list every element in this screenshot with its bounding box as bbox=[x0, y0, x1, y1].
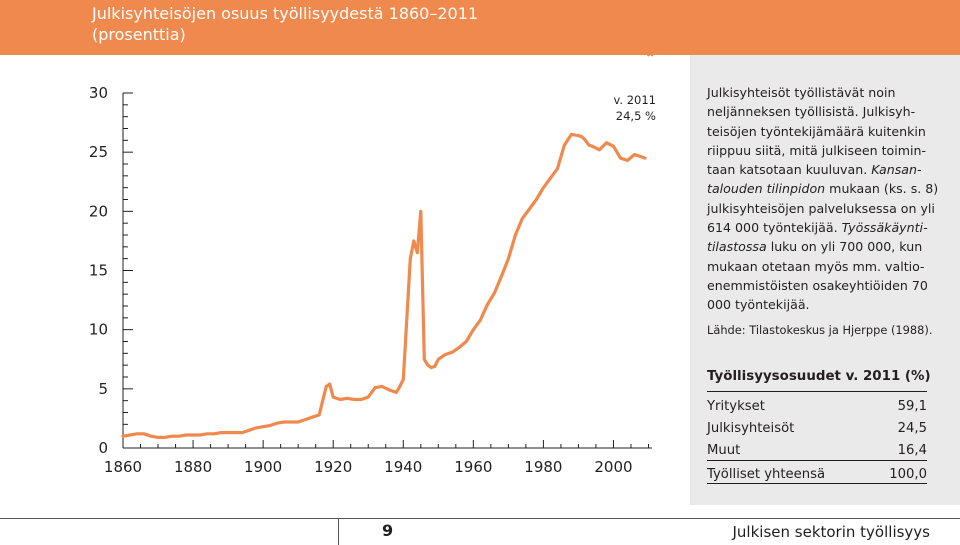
data-point bbox=[486, 303, 489, 306]
header-bar bbox=[0, 0, 960, 55]
employment-share-table bbox=[707, 396, 927, 486]
data-point bbox=[647, 55, 650, 56]
data-point bbox=[129, 434, 132, 437]
data-point bbox=[328, 383, 331, 386]
y-tick-label: 25 bbox=[88, 143, 108, 162]
footer-rule bbox=[0, 518, 960, 519]
x-tick-label: 1900 bbox=[244, 458, 283, 476]
data-point bbox=[437, 358, 440, 361]
paragraph-italic-1: Kansantalouden tilinpidon bbox=[707, 162, 922, 197]
data-point bbox=[612, 145, 615, 148]
data-point bbox=[423, 358, 426, 361]
data-point bbox=[206, 432, 209, 435]
data-point bbox=[570, 133, 573, 136]
data-point bbox=[297, 421, 300, 424]
row-label: Julkisyhteisöt bbox=[707, 421, 795, 436]
data-point bbox=[430, 366, 433, 369]
data-point bbox=[626, 159, 629, 162]
data-point bbox=[234, 431, 237, 434]
data-point bbox=[640, 156, 643, 159]
y-tick-label: 10 bbox=[88, 320, 108, 339]
y-tick-label: 0 bbox=[98, 439, 108, 457]
data-point bbox=[164, 436, 167, 439]
x-tick-label: 1960 bbox=[454, 458, 493, 476]
data-point bbox=[374, 386, 377, 389]
data-point bbox=[220, 431, 223, 434]
data-point bbox=[528, 208, 531, 211]
data-point bbox=[409, 257, 412, 260]
data-point bbox=[451, 351, 454, 354]
x-tick-label: 1860 bbox=[103, 458, 143, 476]
y-tick-label: 30 bbox=[88, 84, 108, 102]
data-point bbox=[388, 389, 391, 392]
series-line bbox=[123, 134, 645, 437]
data-point bbox=[213, 432, 216, 435]
y-tick-label: 5 bbox=[98, 379, 108, 398]
table-row bbox=[707, 396, 927, 418]
data-point bbox=[318, 413, 321, 416]
data-point bbox=[304, 418, 307, 421]
data-point bbox=[598, 148, 601, 151]
data-point bbox=[367, 396, 370, 399]
x-axis bbox=[104, 440, 652, 476]
data-point bbox=[605, 141, 608, 144]
data-point bbox=[581, 135, 584, 138]
data-point bbox=[465, 340, 468, 343]
data-point bbox=[458, 346, 461, 349]
data-point bbox=[255, 426, 258, 429]
data-point bbox=[276, 422, 279, 425]
data-point bbox=[514, 234, 517, 237]
data-point bbox=[241, 431, 244, 434]
data-point bbox=[444, 353, 447, 356]
data-point bbox=[381, 385, 384, 388]
data-point bbox=[290, 421, 293, 424]
data-point bbox=[412, 240, 415, 243]
data-point bbox=[185, 434, 188, 437]
data-point bbox=[192, 434, 195, 437]
data-point bbox=[500, 275, 503, 278]
data-point bbox=[150, 435, 153, 438]
data-point bbox=[542, 186, 545, 189]
data-point bbox=[395, 391, 398, 394]
data-point bbox=[346, 397, 349, 400]
data-point bbox=[143, 432, 146, 435]
running-title: Julkisen sektorin työllisyys bbox=[732, 523, 930, 541]
data-point bbox=[521, 217, 524, 220]
annotation-year: v. 2011 bbox=[613, 93, 656, 107]
data-points bbox=[122, 55, 654, 439]
data-point bbox=[493, 292, 496, 295]
table-rule-top bbox=[707, 391, 927, 392]
data-point bbox=[398, 385, 401, 388]
data-point bbox=[433, 365, 436, 368]
y-tick-label: 20 bbox=[88, 202, 108, 221]
data-point bbox=[577, 134, 580, 137]
data-point bbox=[426, 364, 429, 367]
x-tick-label: 1880 bbox=[173, 458, 213, 476]
paragraph-part-3: luku on yli 700 000, kun mukaan otetaan myös mm. valtioenemmistöisten osakeyhtiöiden 70 000 työntekijää. bbox=[707, 239, 928, 313]
data-point bbox=[619, 157, 622, 160]
sidebar-paragraph bbox=[707, 83, 947, 315]
data-point bbox=[549, 177, 552, 180]
data-point bbox=[332, 396, 335, 399]
line-chart bbox=[0, 55, 690, 505]
data-point bbox=[419, 210, 422, 213]
data-point bbox=[262, 425, 265, 428]
table-title: Työllisyysosuudet v. 2011 (%) bbox=[707, 369, 931, 384]
data-point bbox=[591, 145, 594, 148]
total-value: 100,0 bbox=[889, 467, 927, 482]
table-rule-bottom bbox=[707, 483, 927, 484]
table-rule-total bbox=[707, 460, 927, 461]
x-tick-label: 1940 bbox=[384, 458, 423, 476]
data-point bbox=[269, 424, 272, 427]
data-point bbox=[416, 251, 419, 254]
data-point bbox=[157, 436, 160, 439]
y-axis bbox=[89, 84, 133, 457]
row-value: 16,4 bbox=[897, 443, 927, 458]
data-point bbox=[535, 198, 538, 201]
paragraph-italic-2: Työssäkäyntitilastossa bbox=[707, 220, 928, 255]
data-point bbox=[171, 435, 174, 438]
data-point bbox=[633, 153, 636, 156]
paragraph-part-1: Julkisyhteisöt työllistävät noin neljänneksen työllisistä. Julkisyhteisöjen työntekijämäärä kuitenkin riippuu siitä, mitä julkiseen toimintaan katsotaan kuuluvan. bbox=[707, 85, 927, 178]
data-point bbox=[651, 55, 654, 56]
data-point bbox=[588, 144, 591, 147]
data-point bbox=[479, 319, 482, 322]
data-point bbox=[556, 167, 559, 170]
data-point bbox=[325, 385, 328, 388]
table-row bbox=[707, 418, 927, 440]
data-point bbox=[122, 435, 125, 438]
table-row bbox=[707, 440, 927, 462]
data-point bbox=[136, 432, 139, 435]
data-point bbox=[283, 421, 286, 424]
data-point bbox=[199, 434, 202, 437]
data-point bbox=[353, 398, 356, 401]
row-label: Muut bbox=[707, 443, 741, 458]
source-note: Lähde: Tilastokeskus ja Hjerppe (1988). bbox=[707, 323, 933, 337]
row-label: Yritykset bbox=[707, 399, 765, 414]
row-value: 59,1 bbox=[897, 399, 927, 414]
data-point bbox=[311, 416, 314, 419]
data-point bbox=[584, 139, 587, 142]
total-label: Työlliset yhteensä bbox=[707, 467, 826, 482]
data-point bbox=[472, 328, 475, 331]
row-value: 24,5 bbox=[897, 421, 927, 436]
y-tick-label: 15 bbox=[88, 261, 108, 280]
paragraph-part-2: mukaan (ks. s. 8) julkisyhteisöjen palveluksessa on yli 614 000 työntekijää. bbox=[707, 181, 939, 236]
data-point bbox=[360, 398, 363, 401]
data-point bbox=[507, 257, 510, 260]
footer-divider bbox=[338, 518, 339, 545]
data-point bbox=[563, 144, 566, 147]
x-tick-label: 1920 bbox=[314, 458, 353, 476]
x-tick-label: 1980 bbox=[524, 458, 563, 476]
page-number: 9 bbox=[382, 521, 394, 540]
figure-title: Julkisyhteisöjen osuus työllisyydestä 1860–2011 (prosenttia) bbox=[92, 4, 479, 44]
data-point bbox=[248, 429, 251, 432]
data-point bbox=[339, 398, 342, 401]
x-tick-label: 2000 bbox=[594, 458, 633, 476]
data-point bbox=[227, 431, 230, 434]
data-point bbox=[644, 157, 647, 160]
annotation-value: 24,5 % bbox=[615, 109, 656, 123]
data-point bbox=[178, 435, 181, 438]
data-point bbox=[402, 378, 405, 381]
